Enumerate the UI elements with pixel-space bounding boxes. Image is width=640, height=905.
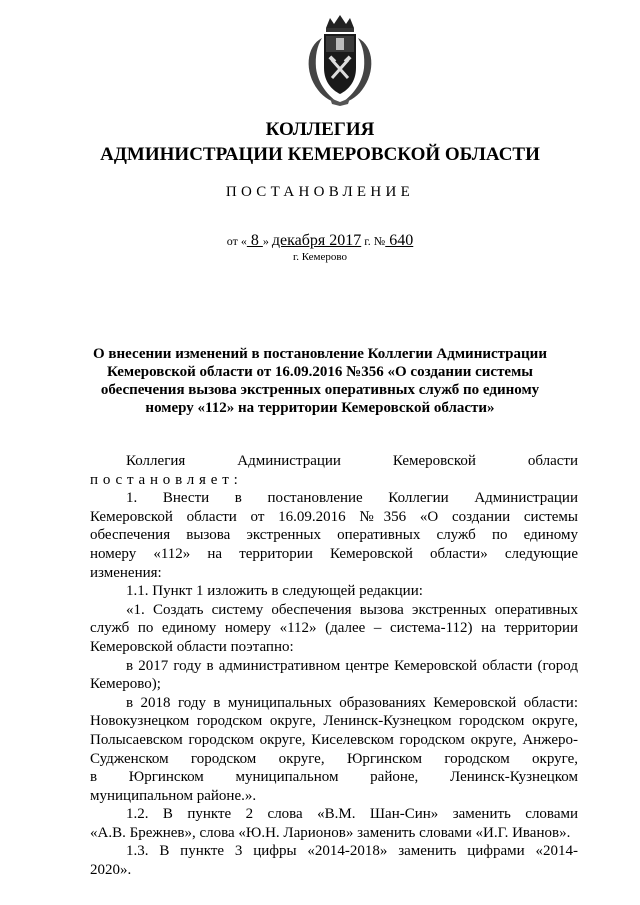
year-2018-line5: в Юргинском муниципальном районе, Ленинск-Кузнецком: [90, 769, 578, 786]
clause-1-3-line2: 2020».: [90, 862, 132, 879]
title-line4: номеру «112» на территории Кемеровской области»: [145, 400, 495, 416]
year-2017-line1: в 2017 году в административном центре Кемеровской области (город: [126, 657, 578, 674]
date-day: 8: [246, 232, 263, 249]
clause-1-1: 1.1. Пункт 1 изложить в следующей редакции:: [126, 583, 423, 600]
clause-1-3-line1: 1.3. В пункте 3 цифры «2014-2018» заменить цифрами «2014-: [126, 843, 578, 860]
title-line1: О внесении изменений в постановление Коллегии Администрации: [93, 346, 547, 362]
date-month-year: декабря 2017: [271, 232, 362, 249]
document-body: [90, 452, 578, 880]
header-line2: АДМИНИСТРАЦИИ КЕМЕРОВСКОЙ ОБЛАСТИ: [100, 144, 540, 165]
quote-1-line3: Кемеровской области поэтапно:: [90, 638, 294, 655]
year-2018-line4: Судженском городском округе, Юргинском городском округе,: [90, 750, 578, 767]
crown-shape: [326, 15, 354, 28]
document-number: 640: [385, 232, 414, 249]
clause-1-2-line2: «А.В. Брежнев», слова «Ю.Н. Ларионов» заменить словами «И.Г. Иванов».: [90, 824, 571, 841]
clause-1-line1: 1. Внести в постановление Коллегии Администрации: [126, 490, 578, 507]
document-type: ПОСТАНОВЛЕНИЕ: [225, 184, 415, 200]
title-line3: обеспечения вызова экстренных оперативных служб по единому: [100, 382, 540, 398]
title-line2: Кемеровской области от 16.09.2016 №356 «О создании системы: [106, 364, 534, 380]
coat-of-arms-emblem: [296, 12, 384, 108]
intro-text: Коллегия Администрации Кемеровской области: [126, 453, 578, 469]
year-2018-line6: муниципальном районе.».: [90, 787, 257, 804]
year-2018-line1: в 2018 году в муниципальных образованиях Кемеровской области:: [126, 694, 578, 711]
intro-spaced-verb: постановляет:: [90, 471, 243, 488]
quote-1-line1: «1. Создать систему обеспечения вызова экстренных оперативных: [126, 601, 578, 618]
clause-1-line3: обеспечения вызова экстренных оперативных служб по единому: [90, 527, 578, 544]
clause-1-line5: изменения:: [90, 564, 162, 581]
document-city: г. Кемерово: [292, 251, 348, 263]
document-date-line: [0, 232, 640, 250]
document-title: [0, 345, 640, 417]
header-line1: КОЛЛЕГИЯ: [265, 119, 375, 140]
intro-paragraph: [90, 452, 578, 489]
tower: [336, 38, 344, 50]
clause-1-line2: Кемеровской области от 16.09.2016 №356 «О создании системы: [90, 508, 578, 525]
quote-1-line2: служб по единому номеру «112» (далее – система-112) на территории: [90, 620, 578, 637]
date-mid: »: [262, 234, 272, 248]
clause-1-2-line1: 1.2. В пункте 2 слова «В.М. Шан-Син» заменить словами: [126, 806, 578, 823]
date-prefix: от «: [226, 234, 247, 248]
crown-band: [326, 28, 354, 32]
year-2018-line3: Полысаевском городском округе, Киселевском городском округе, Анжеро-: [90, 731, 578, 748]
year-2017-line2: Кемерово);: [90, 676, 161, 693]
year-suffix: г. №: [361, 234, 386, 248]
year-2018-line2: Новокузнецком городском округе, Ленинск-Кузнецком городском округе,: [90, 713, 578, 730]
clause-1-line4: номеру «112» на территории Кемеровской области» следующие: [90, 545, 578, 562]
